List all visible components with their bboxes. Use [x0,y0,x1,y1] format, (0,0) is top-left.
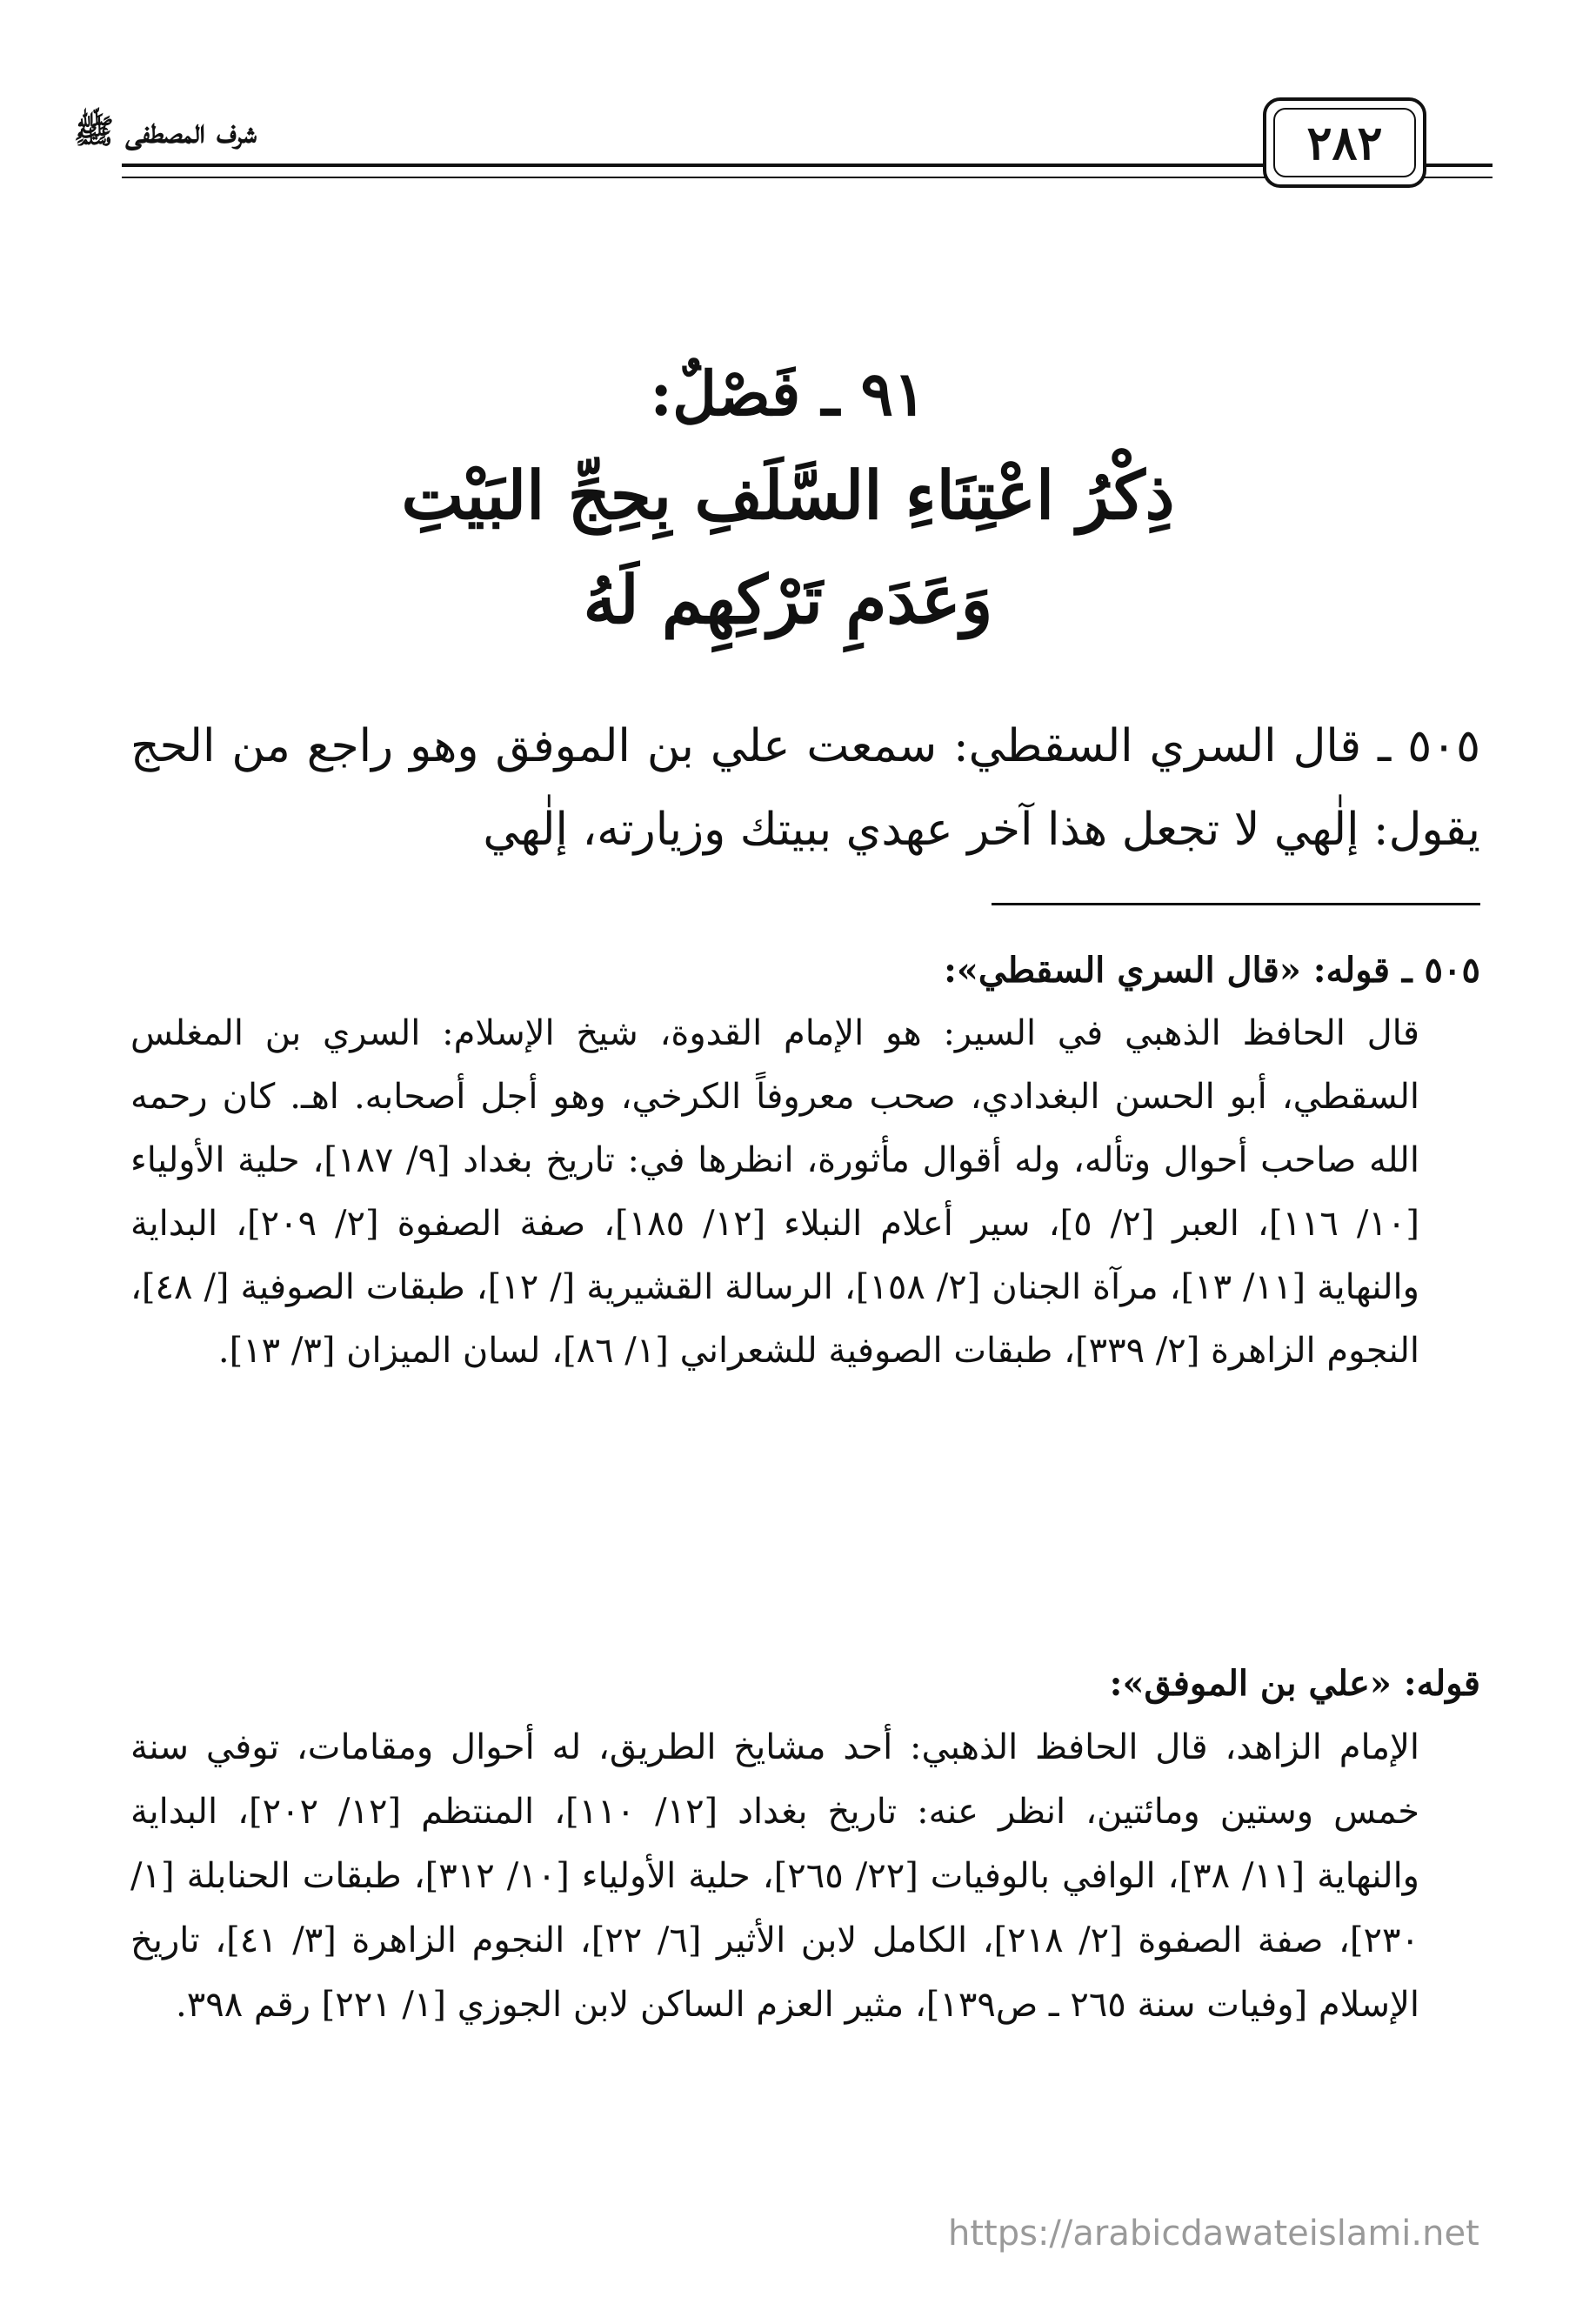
footnote [130,939,1480,1383]
footnote-heading: قوله: «علي بن الموفق»: [1109,1663,1480,1704]
footnote-body: الإمام الزاهد، قال الحافظ الذهبي: أحد مشايخ الطريق، له أحوال ومقامات، توفي سنة خمس وستين ومائتين، انظر عنه: تاريخ بغداد [١٢/ ١١٠]، المنتظم [١٢/ ٢٠٢]، البداية والنهاية [١١/ ٣٨]، الوافي بالوفيات [٢٢/ ٢٦٥]، حلية الأولياء [١٠/ ٣١٢]، طبقات الحنابلة [١/ ٢٣٠]، صفة الصفوة [٢/ ٢١٨]، الكامل لابن الأثير [٦/ ٢٢]، النجوم الزاهرة [٣/ ٤١]، تاريخ الإسلام [وفيات سنة ٢٦٥ ـ ص١٣٩]، مثير العزم الساكن لابن الجوزي [١/ ٢٢١] رقم ٣٩٨. [130,1727,1419,2025]
chapter-title: ٩١ ـ فَصْلٌ: [650,357,926,430]
page-number-frame [1263,97,1426,188]
chapter-subtitle-line-1: ذِكْرُ اعْتِنَاءِ السَّلَفِ بِحِجِّ البَيْتِ [401,457,1175,534]
page-number: ٢٨٢ [1273,108,1416,177]
running-header-book-title: شرف المصطفى ﷺ [74,111,257,150]
footnote-body: قال الحافظ الذهبي في السير: هو الإمام القدوة، شيخ الإسلام: السري بن المغلس السقطي، أبو الحسن البغدادي، صحب معروفاً الكرخي، وهو أجل أصحابه. اهـ. كان رحمه الله صاحب أحوال وتأله، وله أقوال مأثورة، انظرها في: تاريخ بغداد [٩/ ١٨٧]، حلية الأولياء [١٠/ ١١٦]، العبر [٢/ ٥]، سير أعلام النبلاء [١٢/ ١٨٥]، صفة الصفوة [٢/ ٢٠٩]، البداية والنهاية [١١/ ١٣]، مرآة الجنان [٢/ ١٥٨]، الرسالة القشيرية [/ ١٢]، طبقات الصوفية [/ ٤٨]، النجوم الزاهرة [٢/ ٣٣٩]، طبقات الصوفية للشعراني [١/ ٨٦]، لسان الميزان [٣/ ١٣]. [130,1013,1419,1371]
main-text-paragraph: ٥٠٥ ـ قال السري السقطي: سمعت علي بن الموفق وهو راجع من الحج يقول: إلٰهي لا تجعل هذا آخر عهدي ببيتك وزيارته، إلٰهي [130,720,1480,856]
footnote-heading: ٥٠٥ ـ قوله: «قال السري السقطي»: [944,950,1480,991]
watermark-url: https://arabicdawateislami.net [948,2214,1479,2254]
chapter-subtitle-line-2: وَعَدَمِ تَرْكِهِم لَهُ [583,561,993,638]
footnote-divider [992,903,1480,905]
footnote [130,1653,1480,2037]
